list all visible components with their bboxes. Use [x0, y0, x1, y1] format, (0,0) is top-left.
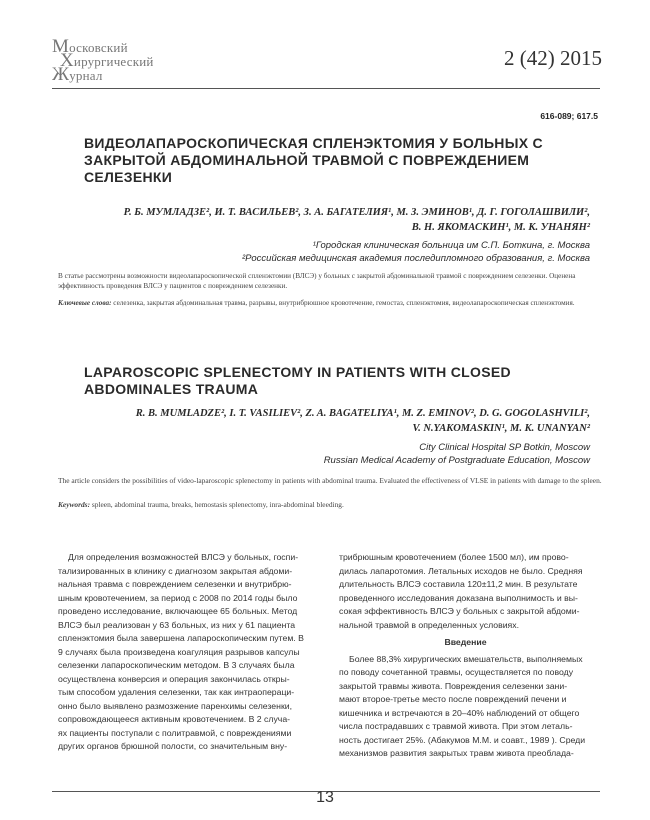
article-title-en: LAPAROSCOPIC SPLENECTOMY IN PATIENTS WITH CLOSED ABDOMINALES TRAUMA	[84, 364, 511, 397]
body-line: нальной травмой в определенных условиях.	[339, 619, 520, 630]
udc-code: 616-089; 617.5	[540, 111, 598, 121]
affiliation-en-2: Russian Medical Academy of Postgraduate Education, Moscow	[323, 455, 590, 466]
header-divider	[52, 88, 600, 89]
authors-en-line-2: V. N.YAKOMASKIN¹, M. K. UNANYAN²	[412, 423, 590, 434]
body-line: по поводу сочетанной травмы, осуществляется по поводу	[339, 667, 574, 677]
body-line: проведенного исследования доказана выполнимость и вы-	[339, 592, 578, 603]
body-line: других органов брюшной полости, со значительным вну-	[58, 741, 288, 751]
logo-line-2: Хирургический	[60, 50, 154, 71]
article-title-ru: ВИДЕОЛАПАРОСКОПИЧЕСКАЯ СПЛЕНЭКТОМИЯ У БОЛЬНЫХ С ЗАКРЫТОЙ АБДОМИНАЛЬНОЙ ТРАВМОЙ С ПОВРЕЖДЕНИЕМ СЕЛЕЗЕНКИ	[84, 135, 543, 185]
body-line: дилась лапаротомия. Летальных исходов не было. Средняя	[339, 565, 583, 576]
body-line: проведено исследование, включающее 65 больных. Метод	[58, 606, 298, 616]
body-line: кишечника и встречаются в 20–40% наблюдений от общего	[339, 707, 580, 718]
affiliation-ru-1: ¹Городская клиническая больница им С.П. Боткина, г. Москва	[312, 240, 590, 251]
body-line: спленэктомия была завершена лапароскопическим путем. В	[58, 633, 304, 643]
body-column-right	[339, 551, 592, 761]
body-line: тым способом удаления селезенки, так как интраопераци-	[58, 687, 295, 697]
authors-en-line-1: R. B. MUMLADZE², I. T. VASILIEV², Z. A. BAGATELIYA¹, M. Z. EMINOV², D. G. GOGOLASHVILI²,	[135, 408, 590, 419]
keywords-en	[58, 500, 604, 510]
affiliation-en-1: City Clinical Hospital SP Botkin, Moscow	[419, 442, 590, 453]
keywords-en-text: spleen, abdominal trauma, breaks, hemostasis splenectomy, inra-abdominal bleeding.	[90, 500, 344, 509]
affiliation-ru-2: ²Российская медицинская академия последипломного образования, г. Москва	[242, 253, 590, 264]
body-line: трибрюшным кровотечением (более 1500 мл), им прово-	[339, 552, 569, 562]
body-line: ВЛСЭ был реализован у 63 больных, из них у 61 пациента	[58, 619, 296, 630]
abstract-ru: В статье рассмотрены возможности видеолапароскопической спленэктомии (ВЛСЭ) у больных с закрытой абдоминальной травмой с повреждением селезенки. Оценена эффективность проведения ВЛСЭ у пациентов с повреждением селезенки.	[58, 272, 576, 290]
body-line: шным кровотечением, за период с 2008 по 2014 годы было	[58, 592, 298, 603]
authors-ru-line-1: Р. Б. МУМЛАДЗЕ², И. Т. ВАСИЛЬЕВ², З. А. БАГАТЕЛИЯ¹, М. З. ЭМИНОВ¹, Д. Г. ГОГОЛАШВИЛИ²,	[123, 207, 590, 218]
page-number: 13	[316, 789, 334, 806]
authors-en	[30, 406, 590, 436]
body-line: селезенки лапароскопическим методом. В 3 случаях была	[58, 660, 295, 670]
keywords-ru-text: селезенка, закрытая абдоминальная травма, разрывы, внутрибрюшное кровотечение, гемостаз, спленэктомия, видеолапароскопическая спленэктомия.	[111, 299, 575, 307]
section-heading-introduction: Введение	[444, 637, 487, 647]
body-column-left	[58, 551, 311, 754]
body-line: сопровождающееся активным кровотечением. В 2 случа-	[58, 714, 291, 724]
body-line: ность достигает 25%. (Абакумов М.М. и соавт., 1989 ). Среди	[339, 734, 586, 745]
body-line: числа пострадавших с травмой живота. При этом леталь-	[339, 721, 573, 731]
journal-logo	[52, 36, 212, 85]
issue-number: 2 (42) 2015	[504, 46, 602, 70]
body-line: осуществлена конверсия и операция закончилась откры-	[58, 673, 290, 684]
body-line: механизмов развития закрытых травм живота преоблада-	[339, 748, 574, 758]
logo-line-3: Журнал	[52, 64, 103, 85]
keywords-ru-label: Ключевые слова:	[58, 299, 112, 307]
authors-ru-line-2: В. Н. ЯКОМАСКИН¹, М. К. УНАНЯН²	[411, 222, 590, 233]
body-line: ях пациенты поступали с политравмой, с повреждениями	[58, 727, 292, 738]
body-line: закрытой травмы живота. Повреждения селезенки зани-	[339, 680, 568, 691]
affiliations-ru	[90, 239, 590, 265]
keywords-ru	[58, 299, 604, 309]
body-line: сокая эффективность ВЛСЭ у больных с закрытой абдоми-	[339, 606, 580, 616]
body-line: Для определения возможностей ВЛСЭ у больных, госпи-	[68, 552, 299, 562]
logo-line-1: Московский	[52, 36, 128, 57]
body-line: Более 88,3% хирургических вмешательств, выполняемых	[349, 653, 583, 664]
body-line: мают второе-третье место после повреждений печени и	[339, 694, 567, 704]
body-line: онно было выявлено размозжение паренхимы селезенки,	[58, 700, 293, 711]
body-line: нальная травма с повреждением селезенки и внутрибрю-	[58, 579, 292, 589]
abstract-en: The article considers the possibilities of video-laparoscopic splenectomy in patients with abdominal trauma. Evaluated the effectiveness of VLSE in patients with damage to the spleen.	[58, 476, 602, 485]
body-line: 9 случаях была произведена коагуляция разрывов капсулы	[58, 646, 300, 657]
keywords-en-label: Keywords:	[58, 500, 91, 509]
authors-ru	[30, 205, 590, 235]
affiliations-en	[90, 441, 590, 467]
body-line: длительность ВЛСЭ составила 120±11,2 мин. В результате	[339, 579, 578, 589]
body-line: тализированных в клинику с диагнозом закрытая абдоми-	[58, 565, 293, 576]
